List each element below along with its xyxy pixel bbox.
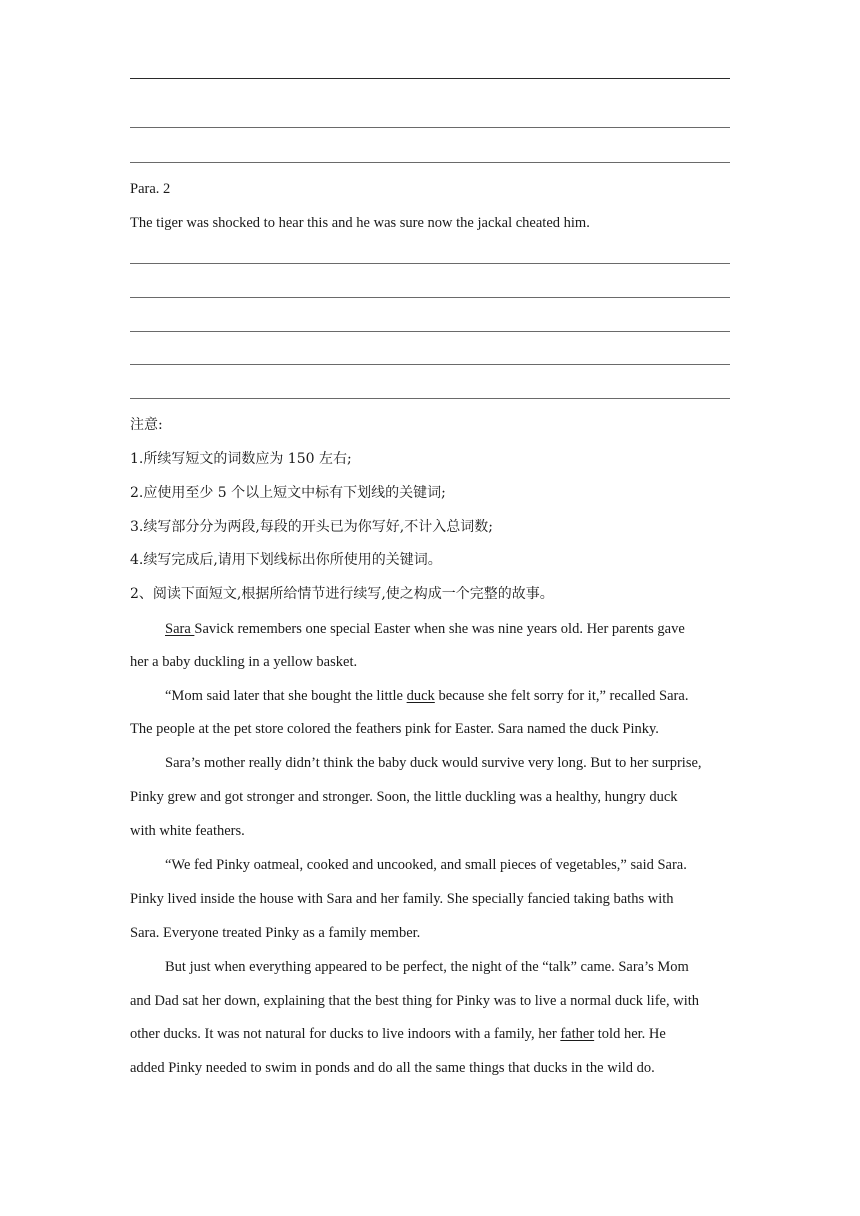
answer-line[interactable] bbox=[130, 297, 730, 298]
keyword-sara: Sara bbox=[165, 621, 195, 637]
note-item: 2.应使用至少 5 个以上短文中标有下划线的关键词; bbox=[130, 485, 446, 501]
question2-instruction: 2、阅读下面短文,根据所给情节进行续写,使之构成一个完整的故事。 bbox=[130, 586, 554, 602]
keyword-father: father bbox=[560, 1026, 595, 1042]
answer-line[interactable] bbox=[130, 398, 730, 399]
answer-line[interactable] bbox=[130, 331, 730, 332]
para2-label: Para. 2 bbox=[130, 181, 171, 197]
story-paragraph-4-line-2: Pinky lived inside the house with Sara and her family. She specially fancied taking baths with bbox=[130, 891, 674, 907]
note-item: 1.所续写短文的词数应为 150 左右; bbox=[130, 451, 352, 467]
answer-line[interactable] bbox=[130, 263, 730, 264]
story-paragraph-1-line-2: her a baby duckling in a yellow basket. bbox=[130, 654, 358, 670]
story-paragraph-5-line-1: But just when everything appeared to be perfect, the night of the “talk” came. Sara’s Mom bbox=[165, 959, 689, 975]
note-item: 3.续写部分分为两段,每段的开头已为你写好,不计入总词数; bbox=[130, 519, 493, 535]
story-paragraph-3-line-3: with white feathers. bbox=[130, 823, 245, 839]
story-paragraph-3-line-2: Pinky grew and got stronger and stronger. Soon, the little duckling was a healthy, hungry duck bbox=[130, 789, 678, 805]
answer-line[interactable] bbox=[130, 162, 730, 163]
answer-line[interactable] bbox=[130, 364, 730, 365]
story-paragraph-2-line-1: “Mom said later that she bought the little duck because she felt sorry for it,” recalled Sara. bbox=[165, 688, 689, 704]
story-paragraph-4-line-3: Sara. Everyone treated Pinky as a family member. bbox=[130, 925, 421, 941]
notes-heading: 注意: bbox=[130, 417, 163, 433]
keyword-duck: duck bbox=[406, 688, 435, 704]
document-page bbox=[130, 0, 730, 1216]
story-paragraph-4-line-1: “We fed Pinky oatmeal, cooked and uncooked, and small pieces of vegetables,” said Sara. bbox=[165, 857, 687, 873]
para2-opening-sentence: The tiger was shocked to hear this and he was sure now the jackal cheated him. bbox=[130, 215, 590, 231]
story-paragraph-3-line-1: Sara’s mother really didn’t think the baby duck would survive very long. But to her surprise, bbox=[165, 755, 702, 771]
note-item: 4.续写完成后,请用下划线标出你所使用的关键词。 bbox=[130, 552, 442, 568]
answer-line[interactable] bbox=[130, 127, 730, 128]
answer-line[interactable] bbox=[130, 78, 730, 79]
story-paragraph-5-line-3: other ducks. It was not natural for ducks to live indoors with a family, her father told her. He bbox=[130, 1026, 666, 1042]
story-paragraph-2-line-2: The people at the pet store colored the feathers pink for Easter. Sara named the duck Pinky. bbox=[130, 721, 659, 737]
story-paragraph-5-line-4: added Pinky needed to swim in ponds and do all the same things that ducks in the wild do. bbox=[130, 1060, 655, 1076]
story-paragraph-1-line-1: Sara Savick remembers one special Easter when she was nine years old. Her parents gave bbox=[165, 621, 685, 637]
story-paragraph-5-line-2: and Dad sat her down, explaining that the best thing for Pinky was to live a normal duck life, with bbox=[130, 993, 700, 1009]
